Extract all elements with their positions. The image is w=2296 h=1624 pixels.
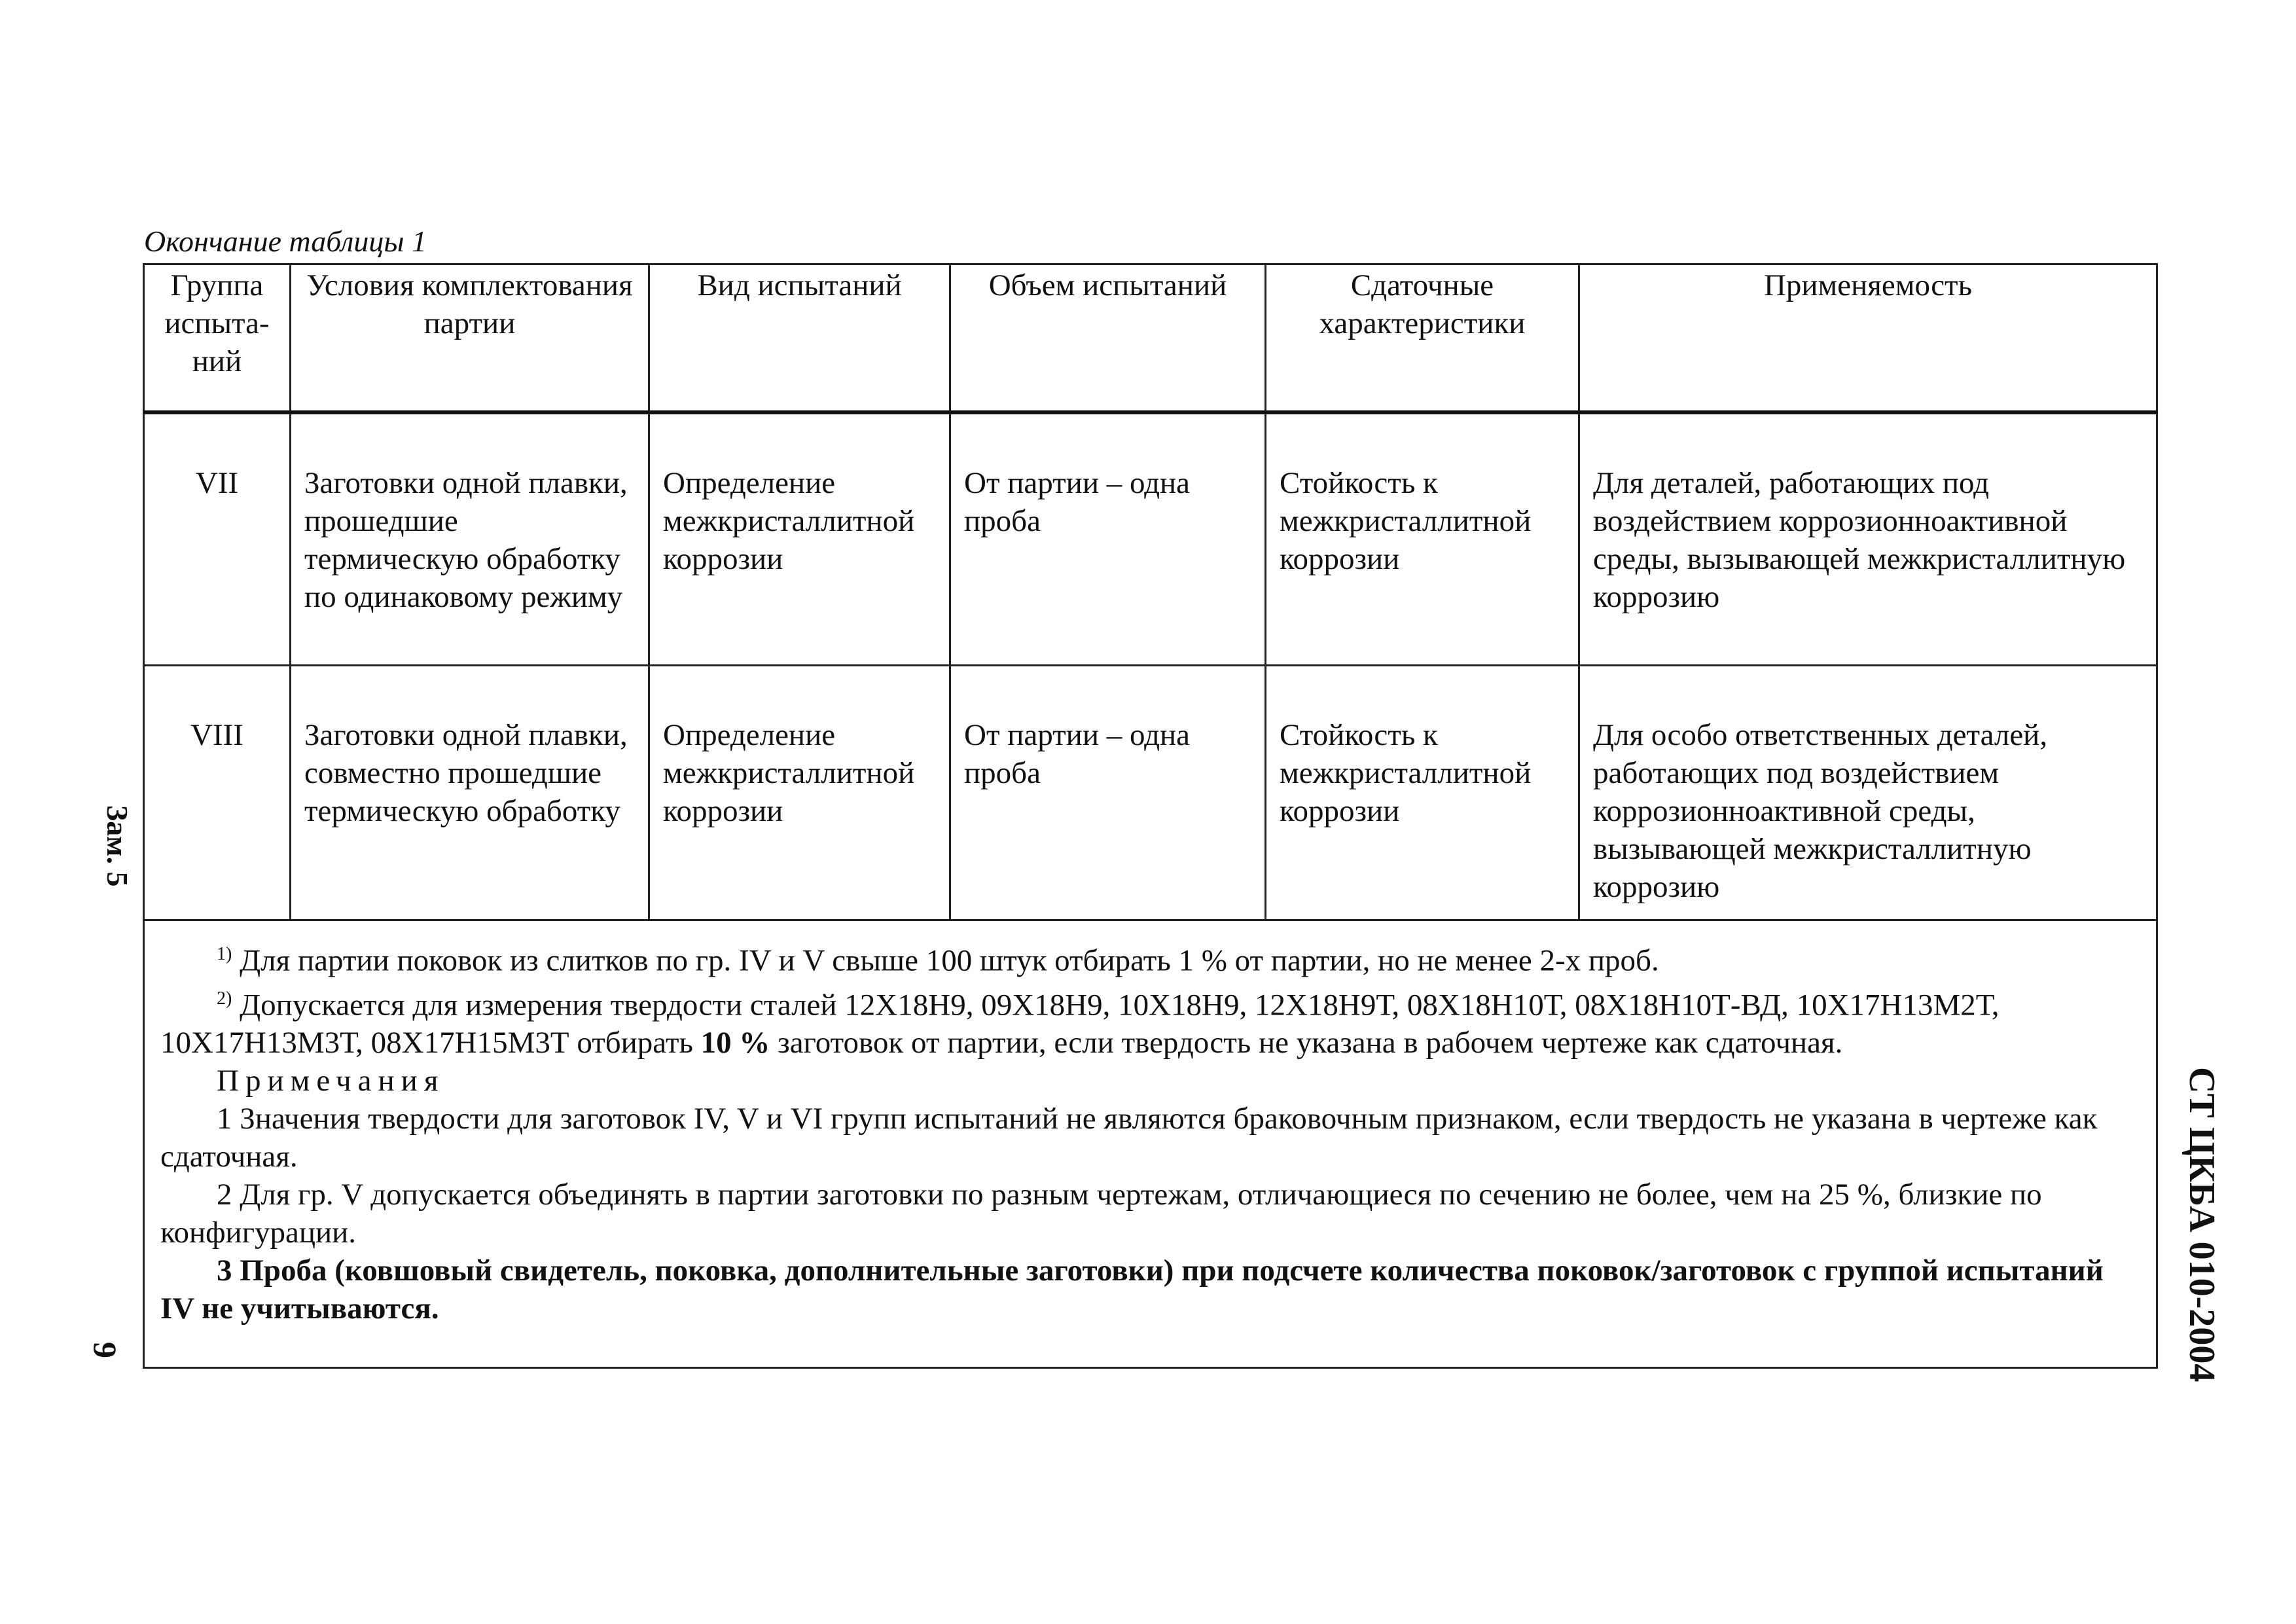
footnote-2 [160,980,2139,1062]
note-2: 2 Для гр. V допускается объединять в партии заготовки по разным чертежам, отличающиеся по сечению не более, чем на 25 %, близкие по конфигурации. [160,1178,2042,1250]
characteristics-cell: Стойкость к межкристаллитной коррозии [1266,412,1579,666]
characteristics-cell: Стойкость к межкристаллитной коррозии [1266,666,1579,920]
header-conditions: Условия комплектования партии [291,264,649,413]
test-groups-table [143,263,2158,1369]
footnote-2-text-a: Допускается для измерения твердости сталей 12Х18Н9, 09Х18Н9, 10Х18Н9, 12Х18Н9Т, 08Х18Н10Т, 08Х18Н10Т-ВД, 10Х17Н13М2Т, 10Х17Н13М3Т, 08Х17Н15М3Т отбирать [160,988,2000,1060]
header-test-type: Вид испытаний [649,264,950,413]
group-cell: VII [144,412,291,666]
table-caption: Окончание таблицы 1 [144,225,427,258]
test-type-cell: Определение межкристаллитной коррозии [649,412,950,666]
volume-cell: От партии – одна проба [950,666,1266,920]
conditions-cell: Заготовки одной плавки, прошедшие термическую обработку по одинаковому режиму [291,412,649,666]
applicability-cell: Для деталей, работающих под воздействием коррозионноактивной среды, вызывающей межкристаллитную коррозию [1579,412,2157,666]
footnote-2-text-b: заготовок от партии, если твердость не указана в рабочем чертеже как сдаточная. [770,1026,1843,1060]
footnote-1-text: Для партии поковок из слитков по гр. IV и V свыше 100 штук отбирать 1 % от партии, но не менее 2-х проб. [232,943,1659,978]
table-header-row [144,264,2157,413]
note-3: 3 Проба (ковшовый свидетель, поковка, дополнительные заготовки) при подсчете количества поковок/заготовок с группой испытаний IV не учитываются. [160,1254,2104,1326]
header-volume: Объем испытаний [950,264,1266,413]
volume-cell: От партии – одна проба [950,412,1266,666]
page-number: 9 [87,1342,124,1358]
footnote-2-bold: 10 % [700,1026,770,1060]
group-cell: VIII [144,666,291,920]
footnote-1-mark: 1) [217,944,232,964]
header-characteristics: Сдаточные характеристики [1266,264,1579,413]
test-type-cell: Определение межкристаллитной коррозии [649,666,950,920]
footnote-2-mark: 2) [217,988,232,1009]
applicability-cell: Для особо ответственных деталей, работающих под воздействием коррозионноактивной среды, вызывающей межкристаллитную коррозию [1579,666,2157,920]
document-code: СТ ЦКБА 010-2004 [2181,1067,2222,1382]
amendment-label: Зам. 5 [101,805,134,887]
table-row [144,412,2157,666]
notes-cell [144,920,2157,1368]
notes-row [144,920,2157,1368]
footnote-1 [160,935,2139,980]
notes-title: Примечания [217,1064,445,1098]
note-1: 1 Значения твердости для заготовок IV, V и VI групп испытаний не являются браковочным признаком, если твердость не указана в чертеже как сдаточная. [160,1102,2098,1174]
conditions-cell: Заготовки одной плавки, совместно прошедшие термическую обработку [291,666,649,920]
header-applicability: Применяемость [1579,264,2157,413]
header-group: Группа испыта-ний [144,264,291,413]
table-row [144,666,2157,920]
